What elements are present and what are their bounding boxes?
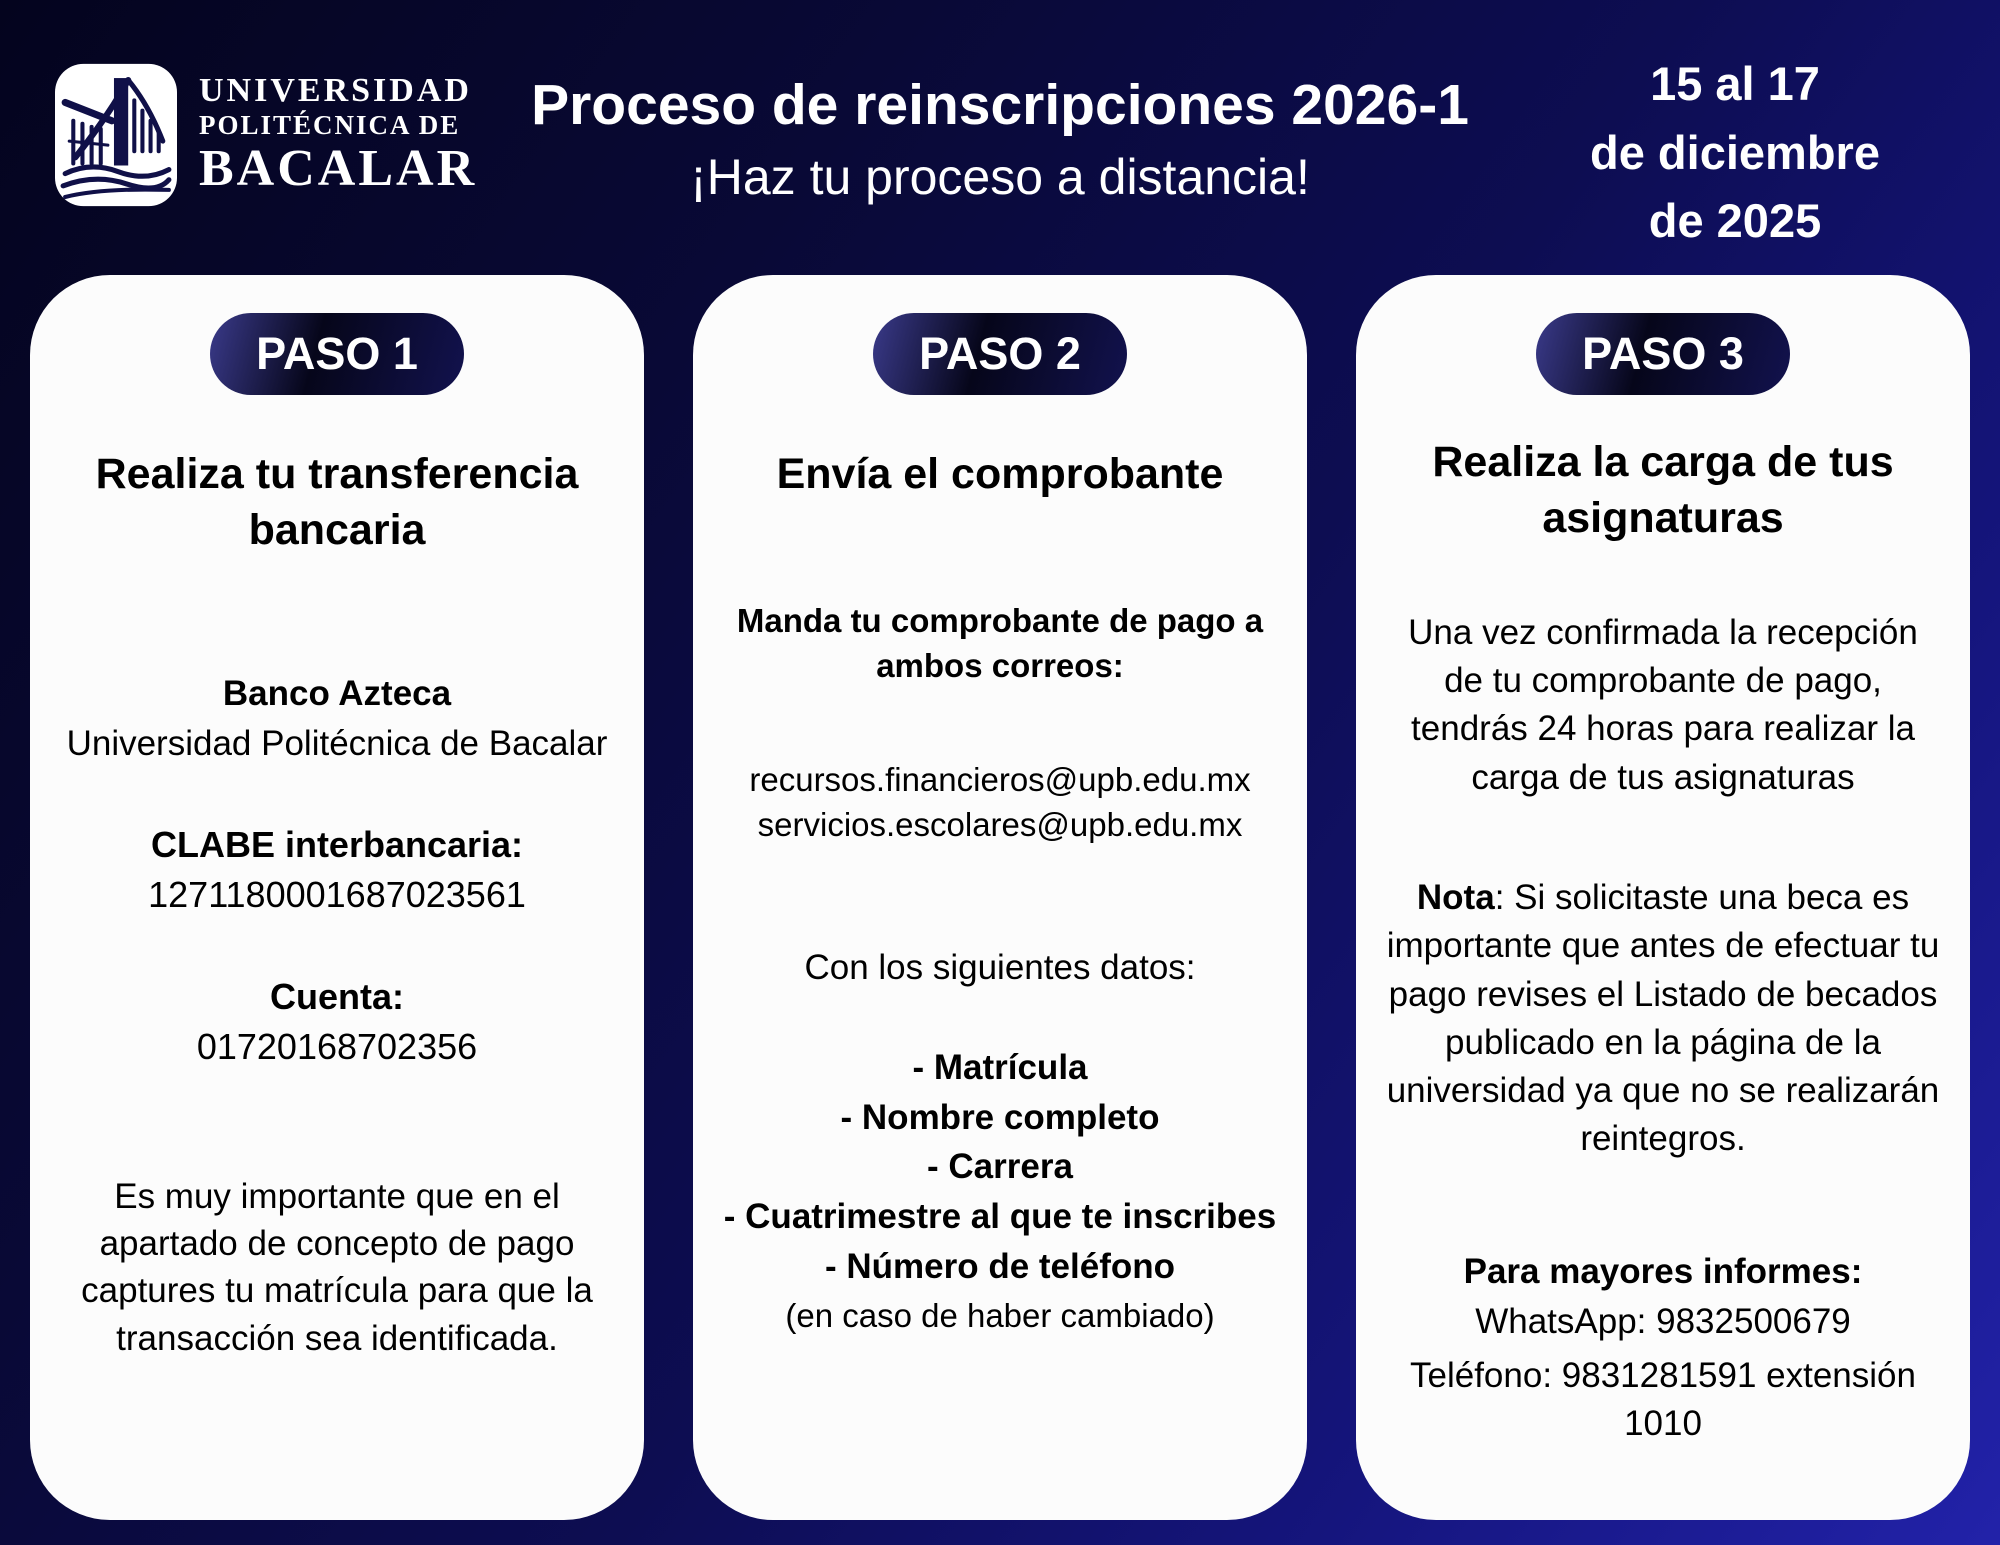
university-logo: [55, 62, 477, 208]
step2-badge: PASO 2: [873, 313, 1127, 395]
step3-badge: PASO 3: [1536, 313, 1790, 395]
list-item-nombre: - Nombre completo: [840, 1097, 1160, 1137]
step1-badge: PASO 1: [210, 313, 464, 395]
step2-intro: Manda tu comprobante de pago a ambos correos:: [736, 601, 1264, 685]
step2-title: Envía el comprobante: [776, 450, 1224, 498]
contact-whatsapp: WhatsApp: 9832500679: [1475, 1301, 1851, 1341]
account-holder: Universidad Politécnica de Bacalar: [66, 723, 608, 763]
step3-paragraph1: Una vez confirmada la recepción de tu comprobante de pago, tendrás 24 horas para realizar la carga de tus asignaturas: [1408, 612, 1918, 797]
note-label: Nota: [1416, 877, 1495, 917]
account-value: 01720168702356: [196, 1025, 478, 1067]
date-line1: 15 al 17: [1650, 57, 1820, 110]
account-label: Cuenta:: [270, 975, 404, 1017]
list-item-telefono-note: (en caso de haber cambiado): [785, 1297, 1215, 1335]
step1-title: Realiza tu transferencia bancaria: [95, 450, 579, 554]
university-name-line2: POLITÉCNICA DE: [199, 109, 461, 140]
step3-card: [1356, 275, 1970, 1520]
list-item-telefono: - Número de teléfono: [824, 1246, 1176, 1286]
list-item-matricula: - Matrícula: [912, 1048, 1088, 1088]
email-finanzas: recursos.financieros@upb.edu.mx: [749, 760, 1251, 798]
step3-note: [1386, 874, 1940, 1164]
steps-row: [30, 275, 1970, 1520]
bank-name: Banco Azteca: [222, 673, 452, 713]
university-name-line1: UNIVERSIDAD: [199, 71, 472, 109]
step1-note: Es muy importante que en el apartado de concepto de pago captures tu matrícula para que la transacción sea identificada.: [81, 1176, 593, 1358]
step1-card: [30, 275, 644, 1520]
required-data-list: [723, 1043, 1277, 1340]
clabe-label: CLABE interbancaria:: [150, 823, 524, 865]
contact-heading: Para mayores informes:: [1463, 1251, 1863, 1291]
required-data-intro: Con los siguientes datos:: [804, 948, 1196, 988]
bridge-logo-icon: [55, 62, 177, 208]
university-name: [199, 72, 477, 199]
list-item-carrera: - Carrera: [927, 1147, 1073, 1187]
note-text: : Si solicitaste una beca es importante que antes de efectuar tu pago revises el Listado de becados publicado en la página de la universidad ya que no se realizarán reintegros.: [1386, 877, 1940, 1159]
header-title-block: [470, 72, 1530, 206]
contact-phone: Teléfono: 9831281591 extensión 1010: [1410, 1356, 1916, 1444]
university-name-line3: BACALAR: [199, 140, 478, 198]
poster-title: Proceso de reinscripciones 2026-1: [531, 73, 1469, 137]
list-item-cuatrimestre: - Cuatrimestre al que te inscribes: [723, 1197, 1277, 1237]
step2-card: [693, 275, 1307, 1520]
date-line3: de 2025: [1648, 194, 1822, 248]
step3-title: Realiza la carga de tus asignaturas: [1432, 438, 1894, 542]
clabe-value: 1271180001687023561: [148, 873, 526, 915]
date-range: [1545, 50, 1925, 256]
date-line2: de diciembre: [1590, 125, 1880, 179]
email-list: [723, 757, 1277, 848]
email-escolares: servicios.escolares@upb.edu.mx: [757, 806, 1243, 844]
poster-subtitle: ¡Haz tu proceso a distancia!: [690, 149, 1310, 205]
